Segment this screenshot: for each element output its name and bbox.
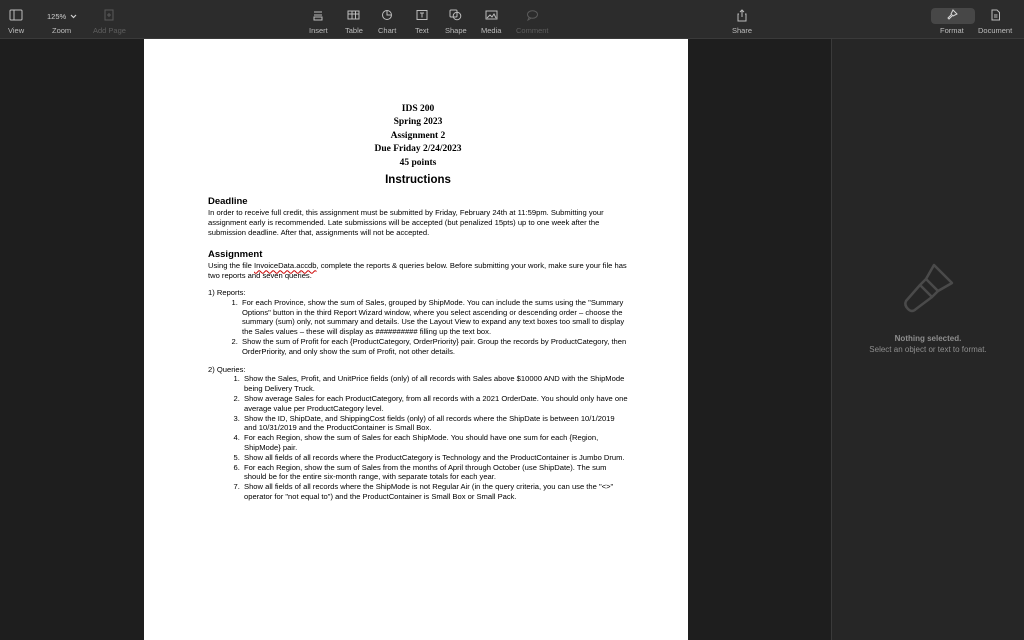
assignment-heading: Assignment — [208, 249, 263, 261]
list-item: 3. Show the ID, ShipDate, and ShippingCost fields (only) of all records where the ShipDate is between 10/1/2019 and 10/31/2019 and the ProductContainer is Small Box. — [242, 414, 628, 434]
zoom-select[interactable] — [42, 9, 84, 23]
document-page[interactable] — [144, 39, 688, 640]
assignment-file: InvoiceData.accdb — [254, 261, 317, 271]
text-label: Text — [415, 26, 429, 35]
paintbrush-icon — [898, 259, 958, 324]
media-button[interactable] — [481, 7, 501, 35]
share-icon — [736, 7, 748, 23]
list-item: 6. For each Region, show the sum of Sales from the months of April through October (use ShipDate). The sum should be for the entire six-month range, with separate totals for each year. — [242, 463, 628, 483]
table-label: Table — [345, 26, 363, 35]
insert-icon — [312, 7, 324, 23]
list-item: 4. For each Region, show the sum of Sales for each ShipMode. You should have one sum for each {Region, ShipMode} pair. — [242, 433, 628, 453]
format-label: Format — [940, 26, 964, 35]
assignment-text — [208, 261, 628, 281]
header-course: IDS 200 — [401, 104, 435, 114]
shape-icon — [449, 7, 462, 23]
canvas-right — [688, 39, 831, 640]
reports-list — [208, 298, 628, 357]
add-page-icon — [103, 7, 115, 23]
share-button[interactable] — [732, 7, 752, 35]
toolbar — [0, 0, 1024, 39]
view-button[interactable] — [8, 7, 24, 35]
zoom-label-wrap — [52, 26, 71, 35]
list-item: 5. Show all fields of all records where the ProductCategory is Technology and the ProductContainer is Jumbo Drum. — [242, 453, 628, 463]
text-icon — [416, 7, 428, 23]
share-label: Share — [732, 26, 753, 35]
instructions-title: Instructions — [385, 174, 451, 187]
chart-icon — [381, 7, 393, 23]
format-button[interactable] — [940, 7, 964, 35]
assignment-text-post: , complete the reports & queries below. Before submitting your work, make sure your file has two reports and seven queries. — [208, 261, 627, 281]
document-body — [208, 103, 628, 502]
deadline-text: In order to receive full credit, this assignment must be submitted by Friday, February 24th at 11:59pm. Submitting your assignment early is recommended. Late submissions will be accepted (but penalized 15pts) up to one week after the submission deadline. After that, assignments will not be accepted. — [208, 208, 604, 237]
list-item: 1. Show the Sales, Profit, and UnitPrice fields (only) of all records with Sales above $10000 AND with the ShipMode being Delivery Truck. — [242, 374, 628, 394]
header-assignment: Assignment 2 — [390, 130, 446, 141]
header-points: 45 points — [399, 157, 437, 168]
media-label: Media — [481, 26, 502, 35]
view-label: View — [8, 26, 25, 35]
chevron-down-icon — [70, 12, 77, 21]
sidebar-icon — [9, 7, 23, 23]
document-icon — [990, 7, 1001, 23]
empty-state — [832, 259, 1024, 354]
header-due: Due Friday 2/24/2023 — [374, 144, 462, 155]
format-sidebar — [831, 39, 1024, 640]
list-item: 2. Show the sum of Profit for each {ProductCategory, OrderPriority} pair. Group the records by ProductCategory, then OrderPriority, and only show the sum of Profit, not other details. — [240, 337, 628, 357]
header-term: Spring 2023 — [393, 117, 443, 128]
add-page-button[interactable] — [93, 7, 126, 35]
zoom-label: Zoom — [52, 26, 72, 35]
queries-list — [208, 374, 628, 501]
document-button[interactable] — [978, 7, 1012, 35]
comment-label: Comment — [516, 26, 549, 35]
list-item: 7. Show all fields of all records where the ShipMode is not Regular Air (in the query criteria, you can use the "<>" operator for "not equal to") and the ProductContainer is Small Box or Small Pack. — [242, 482, 628, 502]
paintbrush-icon — [946, 7, 958, 23]
comment-button[interactable] — [516, 7, 549, 35]
header-block — [208, 103, 628, 170]
table-icon — [347, 7, 360, 23]
insert-button[interactable] — [309, 7, 328, 35]
list-item: 1. For each Province, show the sum of Sales, grouped by ShipMode. You can include the sums using the "Summary Options" button in the third Report Wizard window, where you select ascending or descending order – choose the summary (sum) only, not summary and details. Use the Layout View to expand any text boxes too small to display the Sales values – these will display as ########## filling up the text box. — [240, 298, 628, 337]
document-label: Document — [978, 26, 1013, 35]
media-icon — [485, 7, 498, 23]
table-button[interactable] — [345, 7, 363, 35]
deadline-heading: Deadline — [208, 196, 248, 208]
canvas-left — [0, 39, 144, 640]
queries-heading: 2) Queries: — [208, 364, 246, 374]
chart-label: Chart — [378, 26, 397, 35]
assignment-text-pre: Using the file — [208, 261, 255, 271]
zoom-value: 125% — [47, 11, 67, 21]
chart-button[interactable] — [378, 7, 396, 35]
add-page-label: Add Page — [93, 26, 126, 35]
sidebar-subtitle: Select an object or text to format. — [869, 345, 987, 354]
reports-heading: 1) Reports: — [208, 288, 246, 298]
insert-label: Insert — [309, 26, 328, 35]
text-button[interactable] — [415, 7, 429, 35]
sidebar-title: Nothing selected. — [894, 334, 962, 343]
shape-label: Shape — [445, 26, 467, 35]
comment-icon — [526, 7, 539, 23]
shape-button[interactable] — [445, 7, 467, 35]
list-item: 2. Show average Sales for each ProductCategory, from all records with a 2021 OrderDate. You should only have one average value per ProductCategory level. — [242, 394, 628, 414]
